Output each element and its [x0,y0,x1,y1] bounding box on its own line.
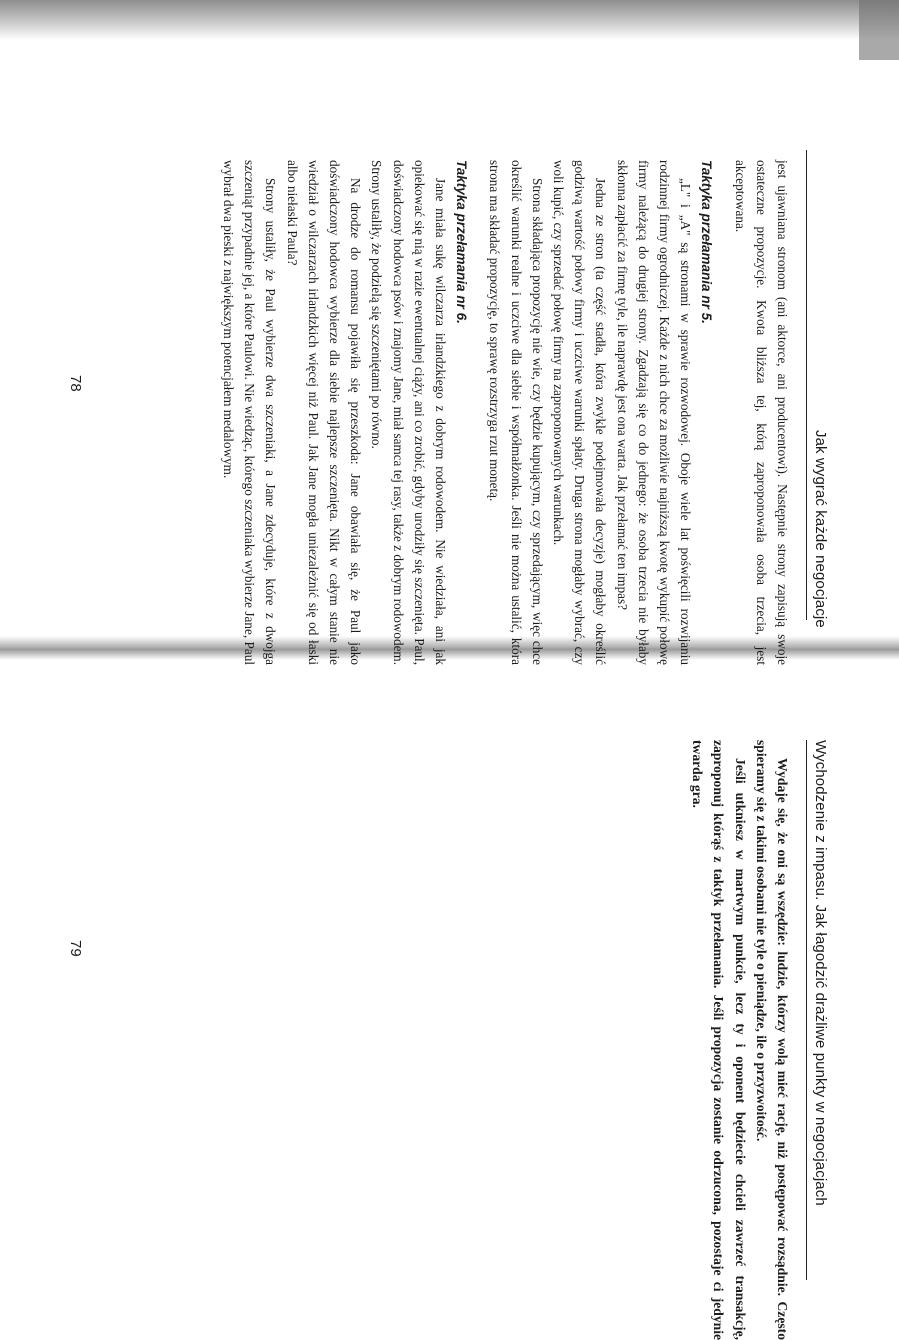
paragraph-right-2: Jeśli utkniesz w martwym punkcie, lecz ty i oponent będziecie chcieli zawrzeć transakcję, zaproponuj którąś z taktyk przełamania. Jeśli propozycja zostanie odrzucona, pozostaje ci jedynie twarda gra. [690,740,748,1340]
running-head-left: Jak wygrać każde negocjacje [812,430,829,628]
intro-paragraph: jest ujawniana stronom (ani aktorce, ani producentowi). Następnie strony zapisują swoje ostateczne propozycje. Kwota bliższa tej, którą zaproponowała osoba trzecia, jest akceptowana. [732,160,790,665]
paragraph-5-1: „L" i „A" są stronami w sprawie rozwodowej. Oboje wiele lat poświęcili rozwijaniu rodzinnej firmy ogrodniczej. Każde z nich chce za możliwie najniższą kwotę wykupić połowę firmy należącą do drugiej strony. Zgadzają się co do jednego: że osoba trzecia nie byłaby skłonna zapłacić za firmę tyle, ile naprawdę jest ona warta. Jak przełamać ten impas? [614,160,694,665]
paragraph-6-1: Jane miała sukę wilczarza irlandzkiego z dobrym rodowodem. Nie wiedziała, ani jak opiekować się nią w razie ewentualnej ciąży, ani co zrobić, gdyby urodziły się szczenięta. Paul, doświadczony hodowca psów i znajomy Jane, miał samca tej rasy, także z dobrym rodowodem. Strony ustaliły, że podzielą się szczeniętami po równo. [369,160,448,665]
page-number-left: 78 [67,375,84,392]
body-text-right [687,740,793,1340]
heading-tactic-5: Taktyka przełamania nr 5. [699,160,715,324]
body-text-left [218,160,793,665]
paragraph-right-1: Wydaje się, że oni są wszędzie: ludzie, którzy wolą mieć rację, niż postępować rozsądnie. Często spieramy się z takimi osobami nie tyle o pieniądze, ile o przyzwoitość. [753,740,790,1340]
paragraph-6-3: Strony ustaliły, że Paul wybierze dwa szczeniaki, a Jane zdecyduje, które z dwojga szczeniąt przypadnie jej, a które Paulowi. Nie wiedząc, którego szczeniaka wybierze Jane, Paul wybrał dwa pieski z największym potencjałem medalowym. [220,160,279,665]
running-head-right: Wychodzenie z impasu. Jak łagodzić drażliwe punkty w negocjacjach [812,740,829,1206]
page-78 [0,0,899,665]
paragraph-5-3: Strona składająca propozycję nie wie, czy będzie kupującym, czy sprzedającym, więc chce określić warunki realne i uczciwe dla siebie i współmałżonka. Jeśli nie można ustalić, która strona ma składać propozycję, to sprawę rozstrzyga rzut monetą. [487,160,545,665]
page-number-right: 79 [67,940,84,957]
paragraph-5-2: Jedna ze stron (ta część stadła, która zwykle podejmowała decyzje) mogłaby określić godziwą wartość połowy firmy i uczciwe warunki spłaty. Druga strona mogłaby wybrać, czy woli kupić, czy sprzedać połowę firmy na zaproponowanych warunkach. [550,160,609,665]
paragraph-6-2: Na drodze do romansu pojawiła się przeszkoda: Jane obawiała się, że Paul jako doświadczony hodowca wybierze dla siebie najlepsze szczenięta. Nikt w całym stanie nie wiedział o wilczarzach irlandzkich więcej niż Paul. Jak Jane mogła uniezależnić się od łaski albo niełaski Paula? [284,160,364,665]
header-rule-right [806,740,807,1280]
heading-tactic-6: Taktyka przełamania nr 6. [454,160,470,324]
header-rule-left [806,150,807,620]
page-79 [0,640,899,1340]
